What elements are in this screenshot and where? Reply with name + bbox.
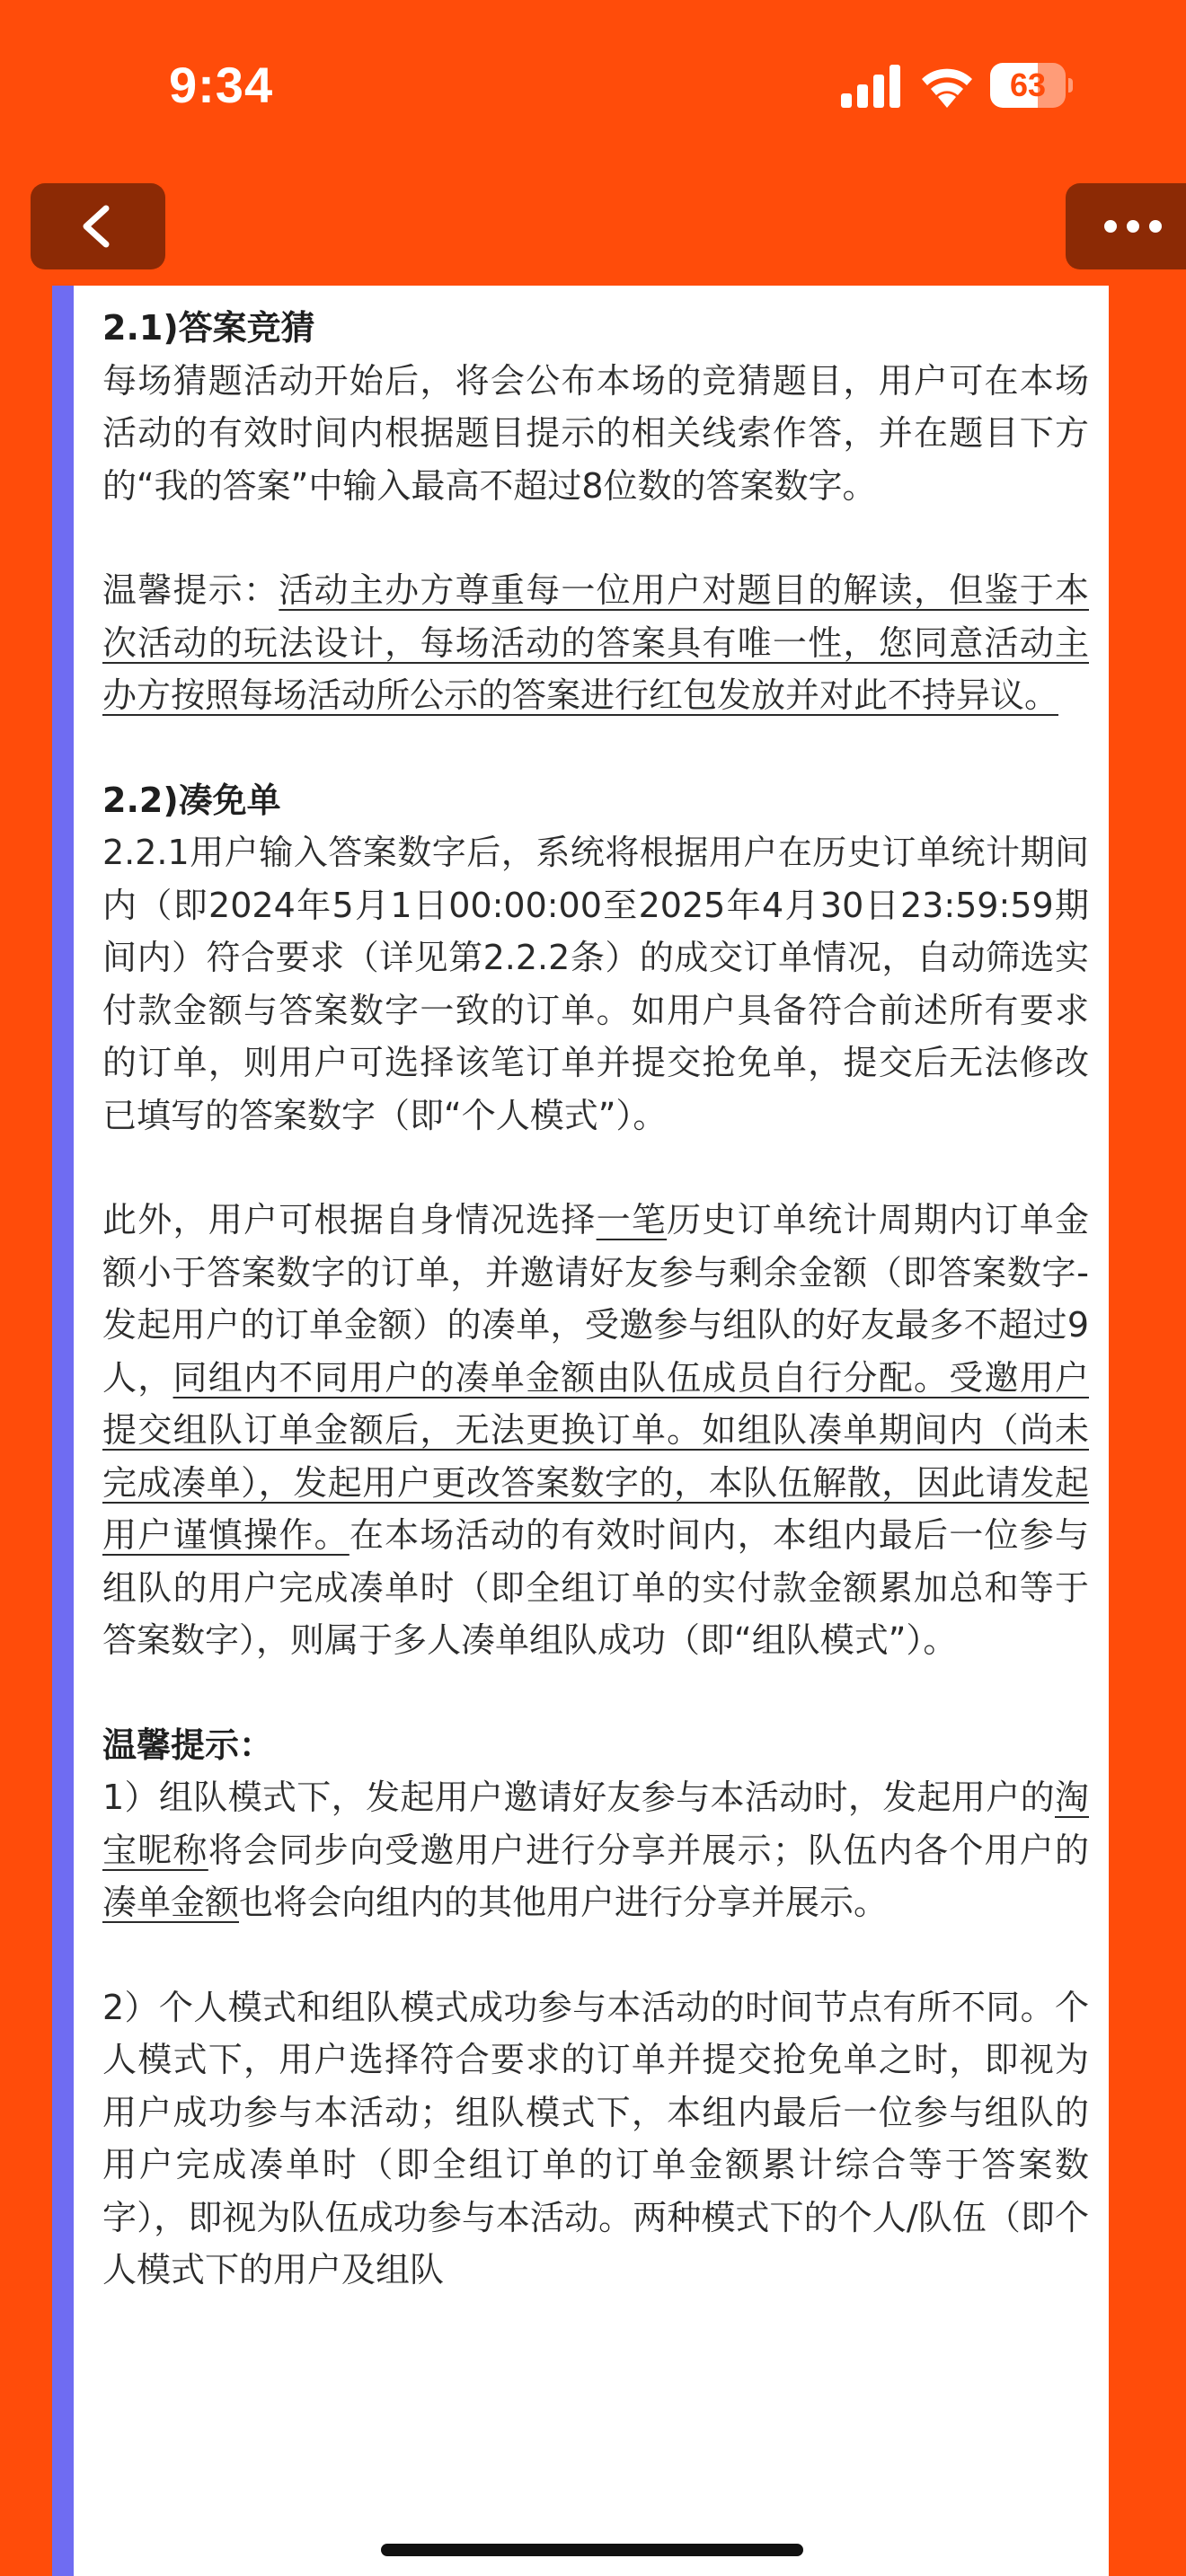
tip-label: 温馨提示： bbox=[102, 570, 279, 610]
text-run: 1）组队模式下，发起用户邀请好友参与本活动时，发起用户的 bbox=[102, 1778, 1055, 1817]
document-content bbox=[102, 302, 1089, 2297]
underlined-text: 同组内不同用户的凑单金额由队伍成员自行分配。受邀用户提交组队订单金额后，无法更换订单。如组队凑单期间内（尚未完成凑单），发起用户更改答案数字的，本队伍解散，因此请发起用户谨慎操作。 bbox=[102, 1357, 1089, 1555]
section-2-1-paragraph: 每场猜题活动开始后，将会公布本场的竞猜题目，用户可在本场活动的有效时间内根据题目提示的相关线索作答，并在题目下方的“我的答案”中输入最高不超过8位数的答案数字。 bbox=[102, 360, 1089, 506]
section-2-2-1-paragraph: 2.2.1用户输入答案数字后，系统将根据用户在历史订单统计期间内（即2024年5月1日00:00:00至2025年4月30日23:59:59期间内）符合要求（详见第2.2.2条）的成交订单情况，自动筛选实付款金额与答案数字一致的订单。如用户具备符合前述所有要求的订单，则用户可选择该笔订单并提交抢免单，提交后无法修改已填写的答案数字（即“个人模式”）。 bbox=[102, 833, 1089, 1135]
section-2-2-title: 2.2)凑免单 bbox=[102, 780, 281, 820]
section-2-1-tip bbox=[102, 564, 1089, 722]
underlined-text: 一笔 bbox=[596, 1200, 668, 1239]
underlined-text: 凑单金额 bbox=[102, 1883, 240, 1922]
text-run: 也将会向组内的其他用户进行分享并展示。 bbox=[239, 1883, 889, 1922]
text-run: 在本场活动的有效时间内，本组内最后一位参与组队的用户完成凑单时（即全组订单的实付款金额累加总和等于答案数字），则属于多人凑单组队成功（即“组队模式”）。 bbox=[102, 1515, 1089, 1660]
tips-title: 温馨提示： bbox=[102, 1725, 274, 1765]
more-button[interactable] bbox=[1066, 183, 1186, 269]
tip-2: 2）个人模式和组队模式成功参与本活动的时间节点有所不同。个人模式下，用户选择符合要求的订单并提交抢免单之时，即视为用户成功参与本活动；组队模式下，本组内最后一位参与组队的用户完成凑单时（即全组订单的订单金额累计综合等于答案数字），即视为队伍成功参与本活动。两种模式下的个人/队伍（即个人模式下的用户及组队 bbox=[102, 1987, 1089, 2289]
home-indicator[interactable] bbox=[381, 2544, 803, 2556]
ellipsis-icon bbox=[1066, 183, 1186, 269]
underlined-text: 淘宝昵称 bbox=[102, 1778, 1089, 1870]
tip-1 bbox=[102, 1771, 1089, 1929]
status-time: 9:34 bbox=[169, 57, 274, 113]
text-run: 将会同步向受邀用户进行分享并展示；队伍内各个用户的 bbox=[208, 1830, 1089, 1870]
text-run: 此外，用户可根据自身情况选择 bbox=[102, 1200, 597, 1239]
section-2-2-paragraph-2 bbox=[102, 1194, 1089, 1667]
cellular-signal-icon bbox=[841, 65, 902, 108]
chevron-left-icon bbox=[31, 183, 165, 269]
section-2-1-title: 2.1)答案竞猜 bbox=[102, 308, 315, 348]
document-accent-bar bbox=[52, 286, 74, 2576]
tip-text: 活动主办方尊重每一位用户对题目的解读，但鉴于本次活动的玩法设计，每场活动的答案具有唯一性，您同意活动主办方按照每场活动所公示的答案进行红包发放并对此不持异议。 bbox=[102, 570, 1089, 715]
battery-icon bbox=[990, 63, 1073, 108]
battery-level: 63 bbox=[1009, 66, 1047, 103]
wifi-icon bbox=[918, 61, 976, 108]
text-run: 历史订单统计周期内订单金额小于答案数字的订单，并邀请好友参与剩余金额（即答案数字-发起用户的订单金额）的凑单，受邀参与组队的好友最多不超过9人， bbox=[102, 1200, 1089, 1398]
document-panel[interactable] bbox=[74, 286, 1109, 2576]
status-bar bbox=[0, 0, 1186, 171]
back-button[interactable] bbox=[31, 183, 165, 269]
